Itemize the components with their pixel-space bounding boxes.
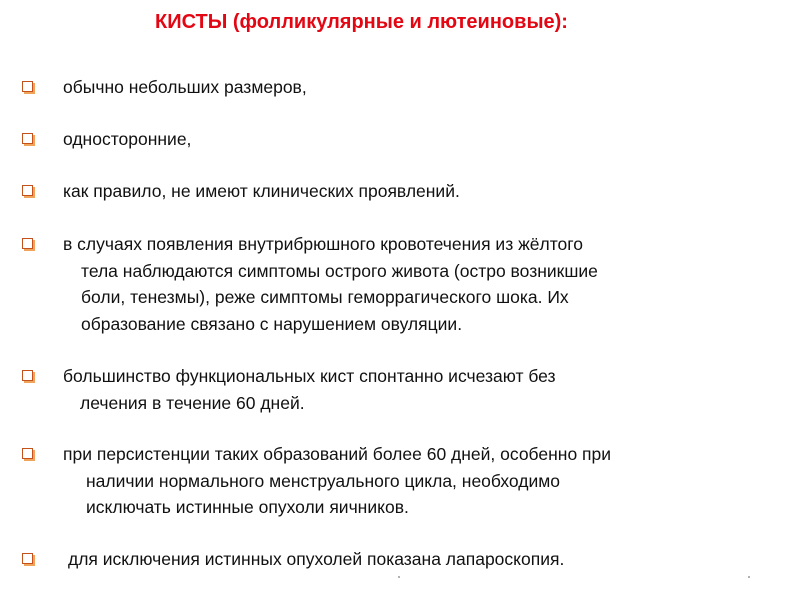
bullet-item: [22, 126, 191, 153]
bullet-text: в случаях появления внутрибрюшного кровотечения из жёлтого: [63, 234, 584, 254]
hollow-square-bullet-icon: [22, 133, 33, 144]
hollow-square-bullet-icon: [22, 370, 33, 381]
bullet-text: большинство функциональных кист спонтанно исчезают без: [63, 366, 556, 386]
bullet-item: [22, 363, 556, 416]
bullet-text-continuation: наличии нормального менструального цикла, необходимо: [86, 470, 561, 491]
bullet-text: при персистенции таких образований более 60 дней, особенно при: [63, 444, 612, 464]
decorative-dot: [398, 576, 400, 578]
hollow-square-bullet-icon: [22, 553, 33, 564]
hollow-square-bullet-icon: [22, 81, 33, 92]
bullet-item: [22, 231, 598, 337]
bullet-text-continuation: лечения в течение 60 дней.: [80, 392, 305, 413]
bullet-item: [22, 546, 564, 573]
bullet-text-continuation: боли, тенезмы), реже симптомы геморрагического шока. Их: [81, 287, 569, 307]
bullet-item: [22, 178, 460, 205]
bullet-text: обычно небольших размеров,: [63, 77, 307, 97]
slide-title: КИСТЫ (фолликулярные и лютеиновые):: [155, 11, 568, 33]
decorative-dot: [748, 576, 750, 578]
hollow-square-bullet-icon: [22, 185, 33, 196]
bullet-text-continuation: образование связано с нарушением овуляции.: [81, 313, 463, 334]
bullet-text: как правило, не имеют клинических проявлений.: [63, 181, 460, 201]
bullet-item: [22, 441, 611, 521]
bullet-text: для исключения истинных опухолей показана лапароскопия.: [68, 549, 565, 569]
bullet-text-continuation: исключать истинные опухоли яичников.: [86, 497, 409, 517]
bullet-item: [22, 74, 307, 101]
hollow-square-bullet-icon: [22, 448, 33, 459]
hollow-square-bullet-icon: [22, 238, 33, 249]
bullet-text: односторонние,: [63, 129, 192, 149]
bullet-text-continuation: тела наблюдаются симптомы острого живота (остро возникшие: [81, 260, 598, 281]
